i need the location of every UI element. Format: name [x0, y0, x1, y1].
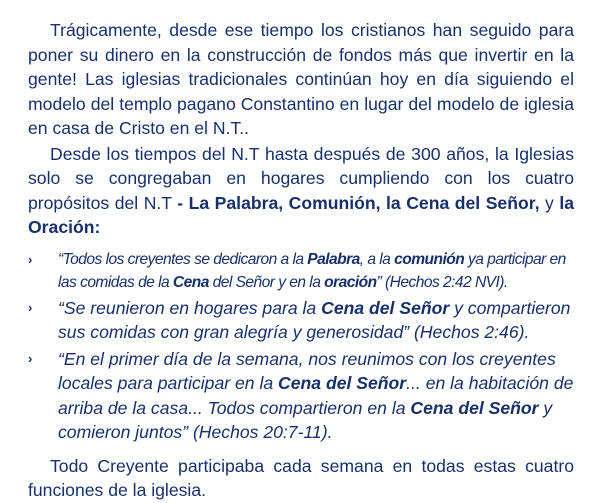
quote-text: ” (Hechos 2:42 NVI). [376, 273, 508, 291]
quote-text: y compartieron sus comidas con gran alegría y generosidad” (Hechos 2:46). [58, 297, 571, 342]
bold-phrase: Cena [172, 273, 209, 291]
bullet-quote [58, 251, 566, 291]
purposes-last: la Oración: [28, 192, 574, 237]
bullet-quote [58, 298, 570, 343]
quote-text: “En el primer día de la semana, nos reunimos con los creyentes locales para participar en la [58, 348, 556, 393]
bold-phrase: Cena del Señor [278, 373, 407, 393]
quote-text: ya participar en las comidas de la [58, 250, 566, 291]
bullet-hechos-2-42 [28, 248, 574, 294]
bullet-quote [58, 349, 573, 443]
chevron-right-icon: › [28, 251, 32, 267]
paragraph-tragically: Trágicamente, desde ese tiempo los cristianos han seguido para poner su dinero en la construcción de fondos más que invertir en la gente! Las iglesias tradicionales continúan hoy en día siguiendo el modelo del templo pagano Constantino en lugar del modelo de iglesia en casa de Cristo en el N.T.. [28, 20, 574, 138]
document-page [28, 18, 574, 503]
bold-phrase: Cena del Señor [410, 397, 539, 418]
bold-phrase: Palabra [307, 250, 360, 268]
bold-phrase: comunión [394, 250, 465, 268]
purposes-intro: Desde los tiempos del N.T hasta después de 300 años, la Iglesias solo se congregaban en hogares cumpliendo con los cuatro propósitos del N.T [28, 143, 574, 213]
scripture-bullet-list [28, 248, 574, 445]
purposes-connector: y [539, 192, 560, 213]
quote-text: y comieron juntos” (Hechos 20:7-11). [58, 397, 553, 442]
chevron-right-icon: › [28, 299, 33, 315]
bold-phrase: oración [324, 273, 377, 291]
purposes-list: - La Palabra, Comunión, la Cena del Señor, [177, 192, 540, 213]
bullet-hechos-20-7 [28, 347, 574, 445]
paragraph-closing: Todo Creyente participaba cada semana en todas estas cuatro funciones de la iglesia. [28, 455, 574, 500]
bold-phrase: Cena del Señor [321, 297, 450, 318]
chevron-right-icon: › [28, 350, 33, 366]
quote-text: del Señor y en la [208, 273, 325, 291]
paragraph-four-purposes [28, 142, 574, 240]
bullet-hechos-2-46 [28, 296, 574, 345]
quote-text: , a la [359, 250, 395, 268]
quote-text: “Todos los creyentes se dedicaron a la [58, 250, 308, 268]
quote-text: “Se reunieron en hogares para la [58, 297, 322, 318]
quote-text: ... en la habitación de arriba de la casa... Todos compartieron en la [58, 373, 574, 418]
